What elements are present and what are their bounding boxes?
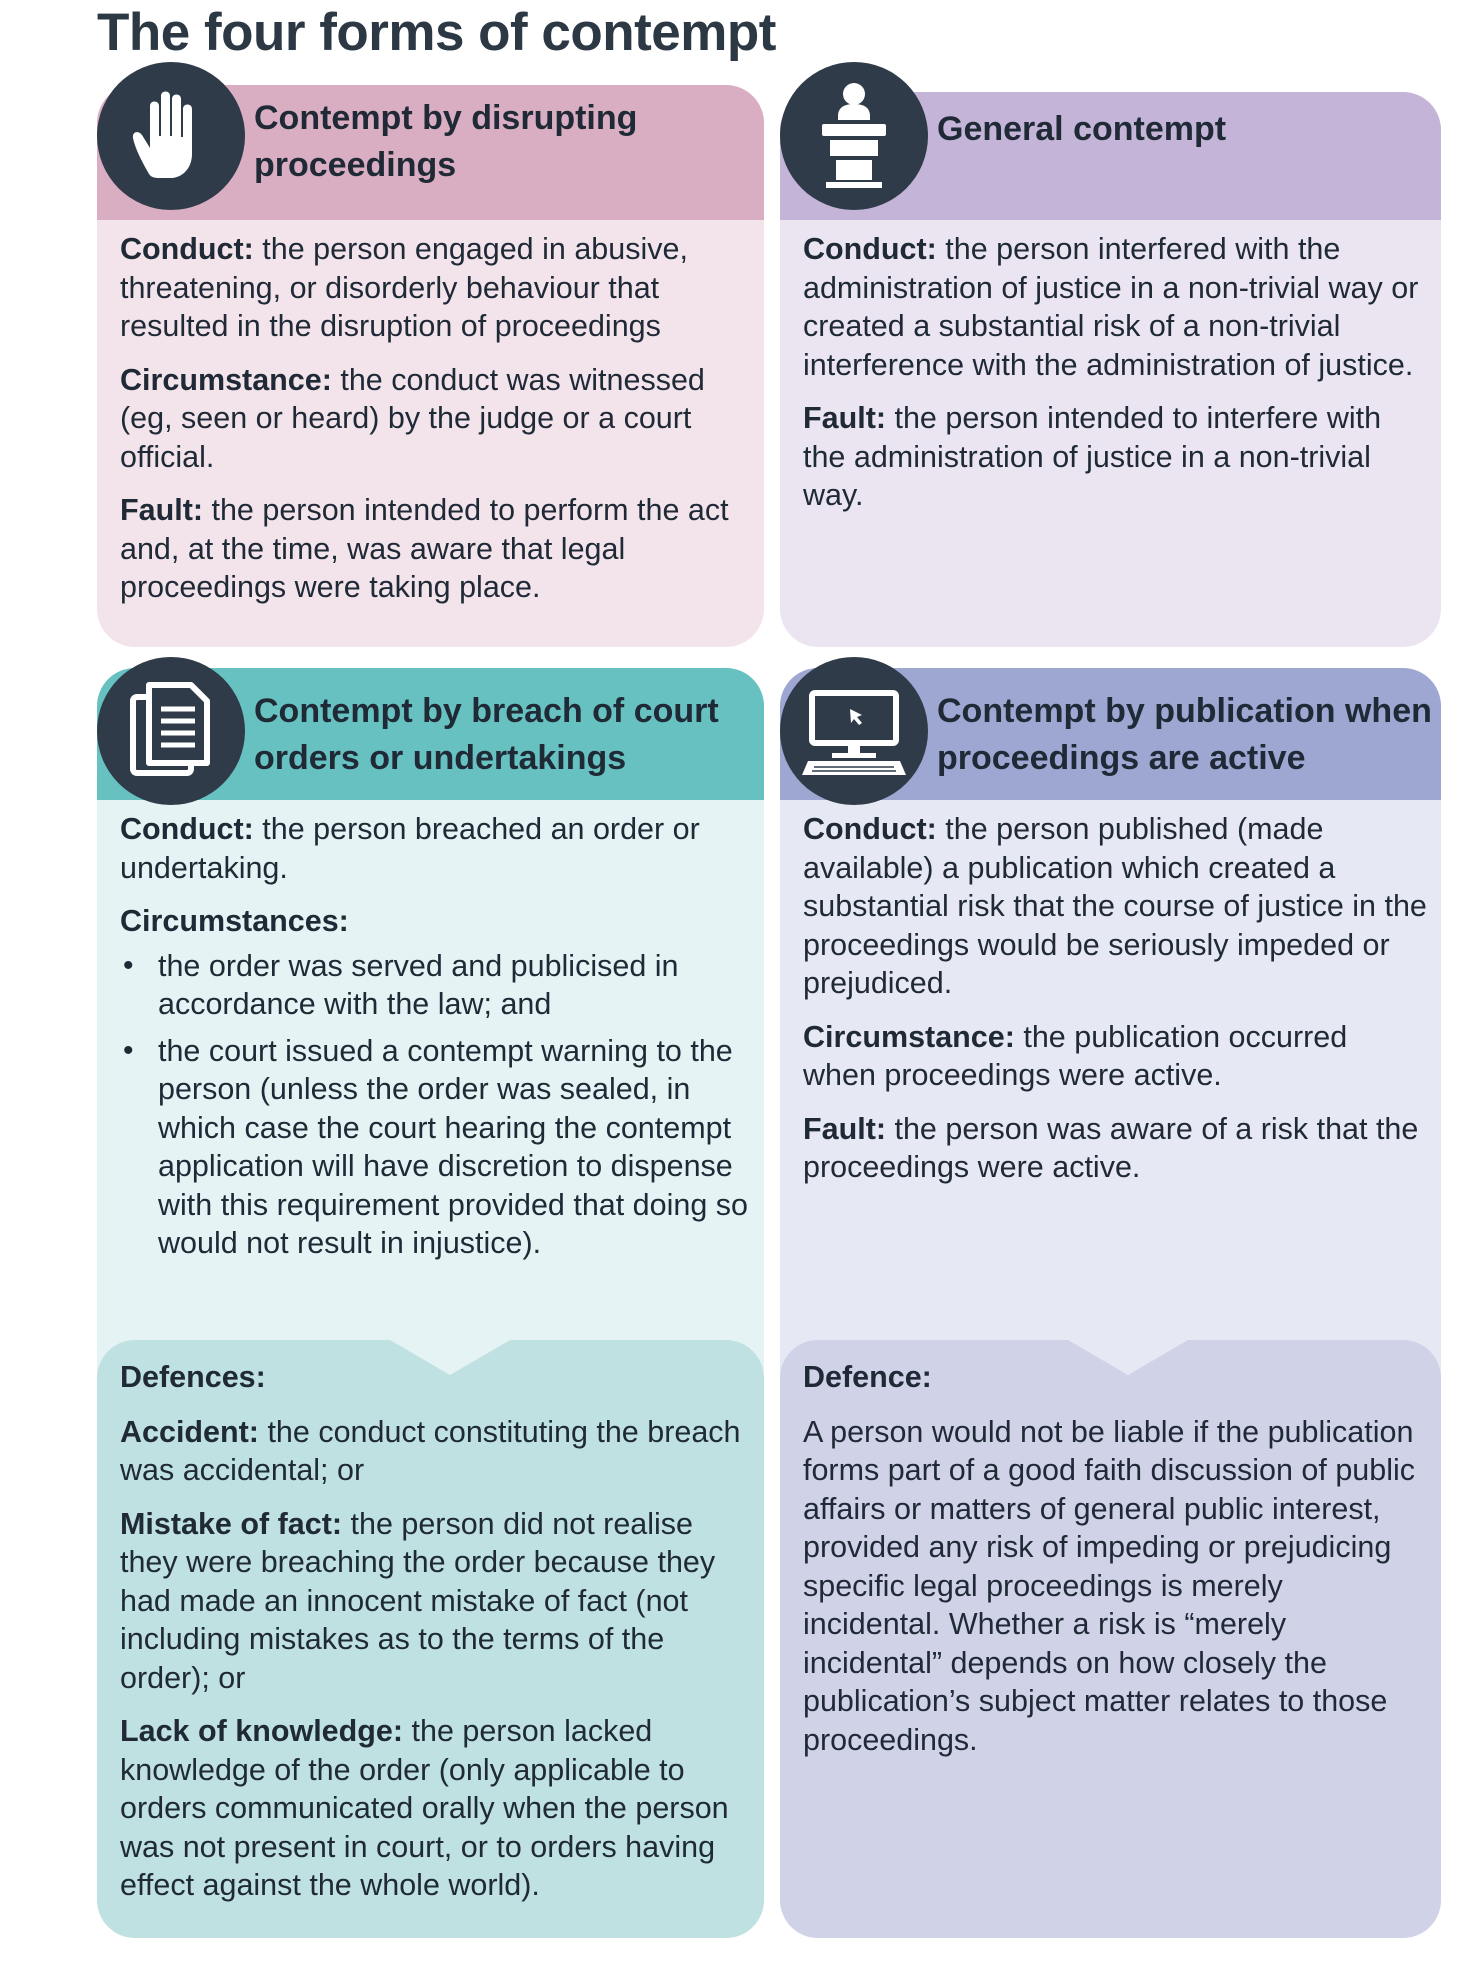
accident-text: the conduct constituting the breach was accidental; or: [120, 1414, 741, 1487]
conduct-label: Conduct:: [120, 232, 254, 266]
list-item: • the court issued a contempt warning to the person (unless the order was sealed, in which case the court hearing the contempt application will have discretion to dispense with this requirement provided that doing so would not result in injustice).: [120, 1032, 750, 1263]
circumstance-label: Circumstance:: [120, 362, 332, 397]
defences-heading: Defences:: [120, 1360, 266, 1394]
fault-label: Fault:: [803, 401, 887, 435]
notch-arrow: [390, 1340, 510, 1375]
hand-icon: [97, 62, 245, 210]
conduct-paragraph: [120, 230, 750, 346]
fault-paragraph: [803, 399, 1427, 515]
defences-panel: [97, 1340, 764, 1938]
mistake-label: Mistake of fact:: [120, 1506, 343, 1541]
card-body: [780, 220, 1441, 647]
conduct-paragraph: [120, 810, 750, 887]
conduct-paragraph: [803, 230, 1427, 384]
fault-text: the person intended to perform the act and, at the time, was aware that legal proceedings were taking place.: [120, 493, 729, 604]
card-heading: General contempt: [937, 110, 1227, 148]
fault-text: the person was aware of a risk that the proceedings were active.: [803, 1111, 1419, 1184]
defence-text: A person would not be liable if the publication forms part of a good faith discussion of public affairs or matters of general public interest, provided any risk of impeding or prejudicing specific legal proceedings is merely incidental. Whether a risk is “merely incidental” depends on how closely the publication’s subject matter relates to those proceedings.: [803, 1414, 1416, 1757]
fault-paragraph: [120, 491, 750, 607]
conduct-label: Conduct:: [803, 812, 937, 846]
circumstance-paragraph: [803, 1018, 1427, 1095]
defence-heading: Defence:: [803, 1360, 932, 1394]
fault-text: the person intended to interfere with the administration of justice in a non-trivial way.: [803, 401, 1382, 512]
fault-label: Fault:: [120, 493, 204, 527]
judge-lectern-icon: [780, 62, 928, 210]
accident-paragraph: [120, 1413, 750, 1490]
lack-of-knowledge-label: Lack of knowledge:: [120, 1714, 404, 1748]
circumstances-label: Circumstances:: [120, 904, 349, 938]
documents-icon: [97, 657, 245, 805]
lack-of-knowledge-text: the person lacked knowledge of the order (only applicable to orders communicated orally when the person was not present in court, or to orders having effect against the whole world).: [120, 1714, 729, 1902]
circumstances-list: [120, 947, 750, 1263]
card-heading: Contempt by breach of court orders or undertakings: [254, 692, 719, 777]
accident-label: Accident:: [120, 1414, 259, 1449]
fault-paragraph: [803, 1110, 1427, 1187]
conduct-label: Conduct:: [803, 232, 937, 266]
mistake-paragraph: [120, 1505, 750, 1698]
page-title: The four forms of contempt: [97, 3, 776, 62]
card-heading: Contempt by publication when proceedings are active: [937, 692, 1432, 777]
circumstance-paragraph: [120, 361, 750, 477]
lack-of-knowledge-paragraph: [120, 1712, 750, 1905]
circumstance-label: Circumstance:: [803, 1019, 1015, 1054]
fault-label: Fault:: [803, 1111, 887, 1146]
conduct-paragraph: [803, 810, 1427, 1003]
mistake-text: the person did not realise they were breaching the order because they had made an innocent mistake of fact (not including mistakes as to the terms of the order); or: [120, 1506, 716, 1695]
circumstance-text: the publication occurred when proceedings were active.: [803, 1019, 1348, 1092]
notch-arrow: [1068, 1340, 1188, 1375]
circumstance-text: the conduct was witnessed (eg, seen or heard) by the judge or a court official.: [120, 362, 705, 474]
conduct-text: the person published (made available) a publication which created a substantial risk that the course of justice in the proceedings would be seriously impeded or prejudiced.: [803, 812, 1427, 1000]
card-body: [97, 220, 764, 647]
list-item: • the order was served and publicised in accordance with the law; and: [120, 947, 750, 1024]
conduct-text: the person engaged in abusive, threatening, or disorderly behaviour that resulted in the disruption of proceedings: [120, 232, 688, 343]
defence-panel: [780, 1340, 1441, 1938]
conduct-text: the person interfered with the administration of justice in a non-trivial way or created a substantial risk of a non-trivial interference with the administration of justice.: [803, 232, 1419, 382]
conduct-text: the person breached an order or undertaking.: [120, 812, 700, 885]
conduct-label: Conduct:: [120, 812, 254, 846]
card-heading: Contempt by disrupting proceedings: [254, 99, 638, 184]
computer-icon: [780, 657, 928, 805]
